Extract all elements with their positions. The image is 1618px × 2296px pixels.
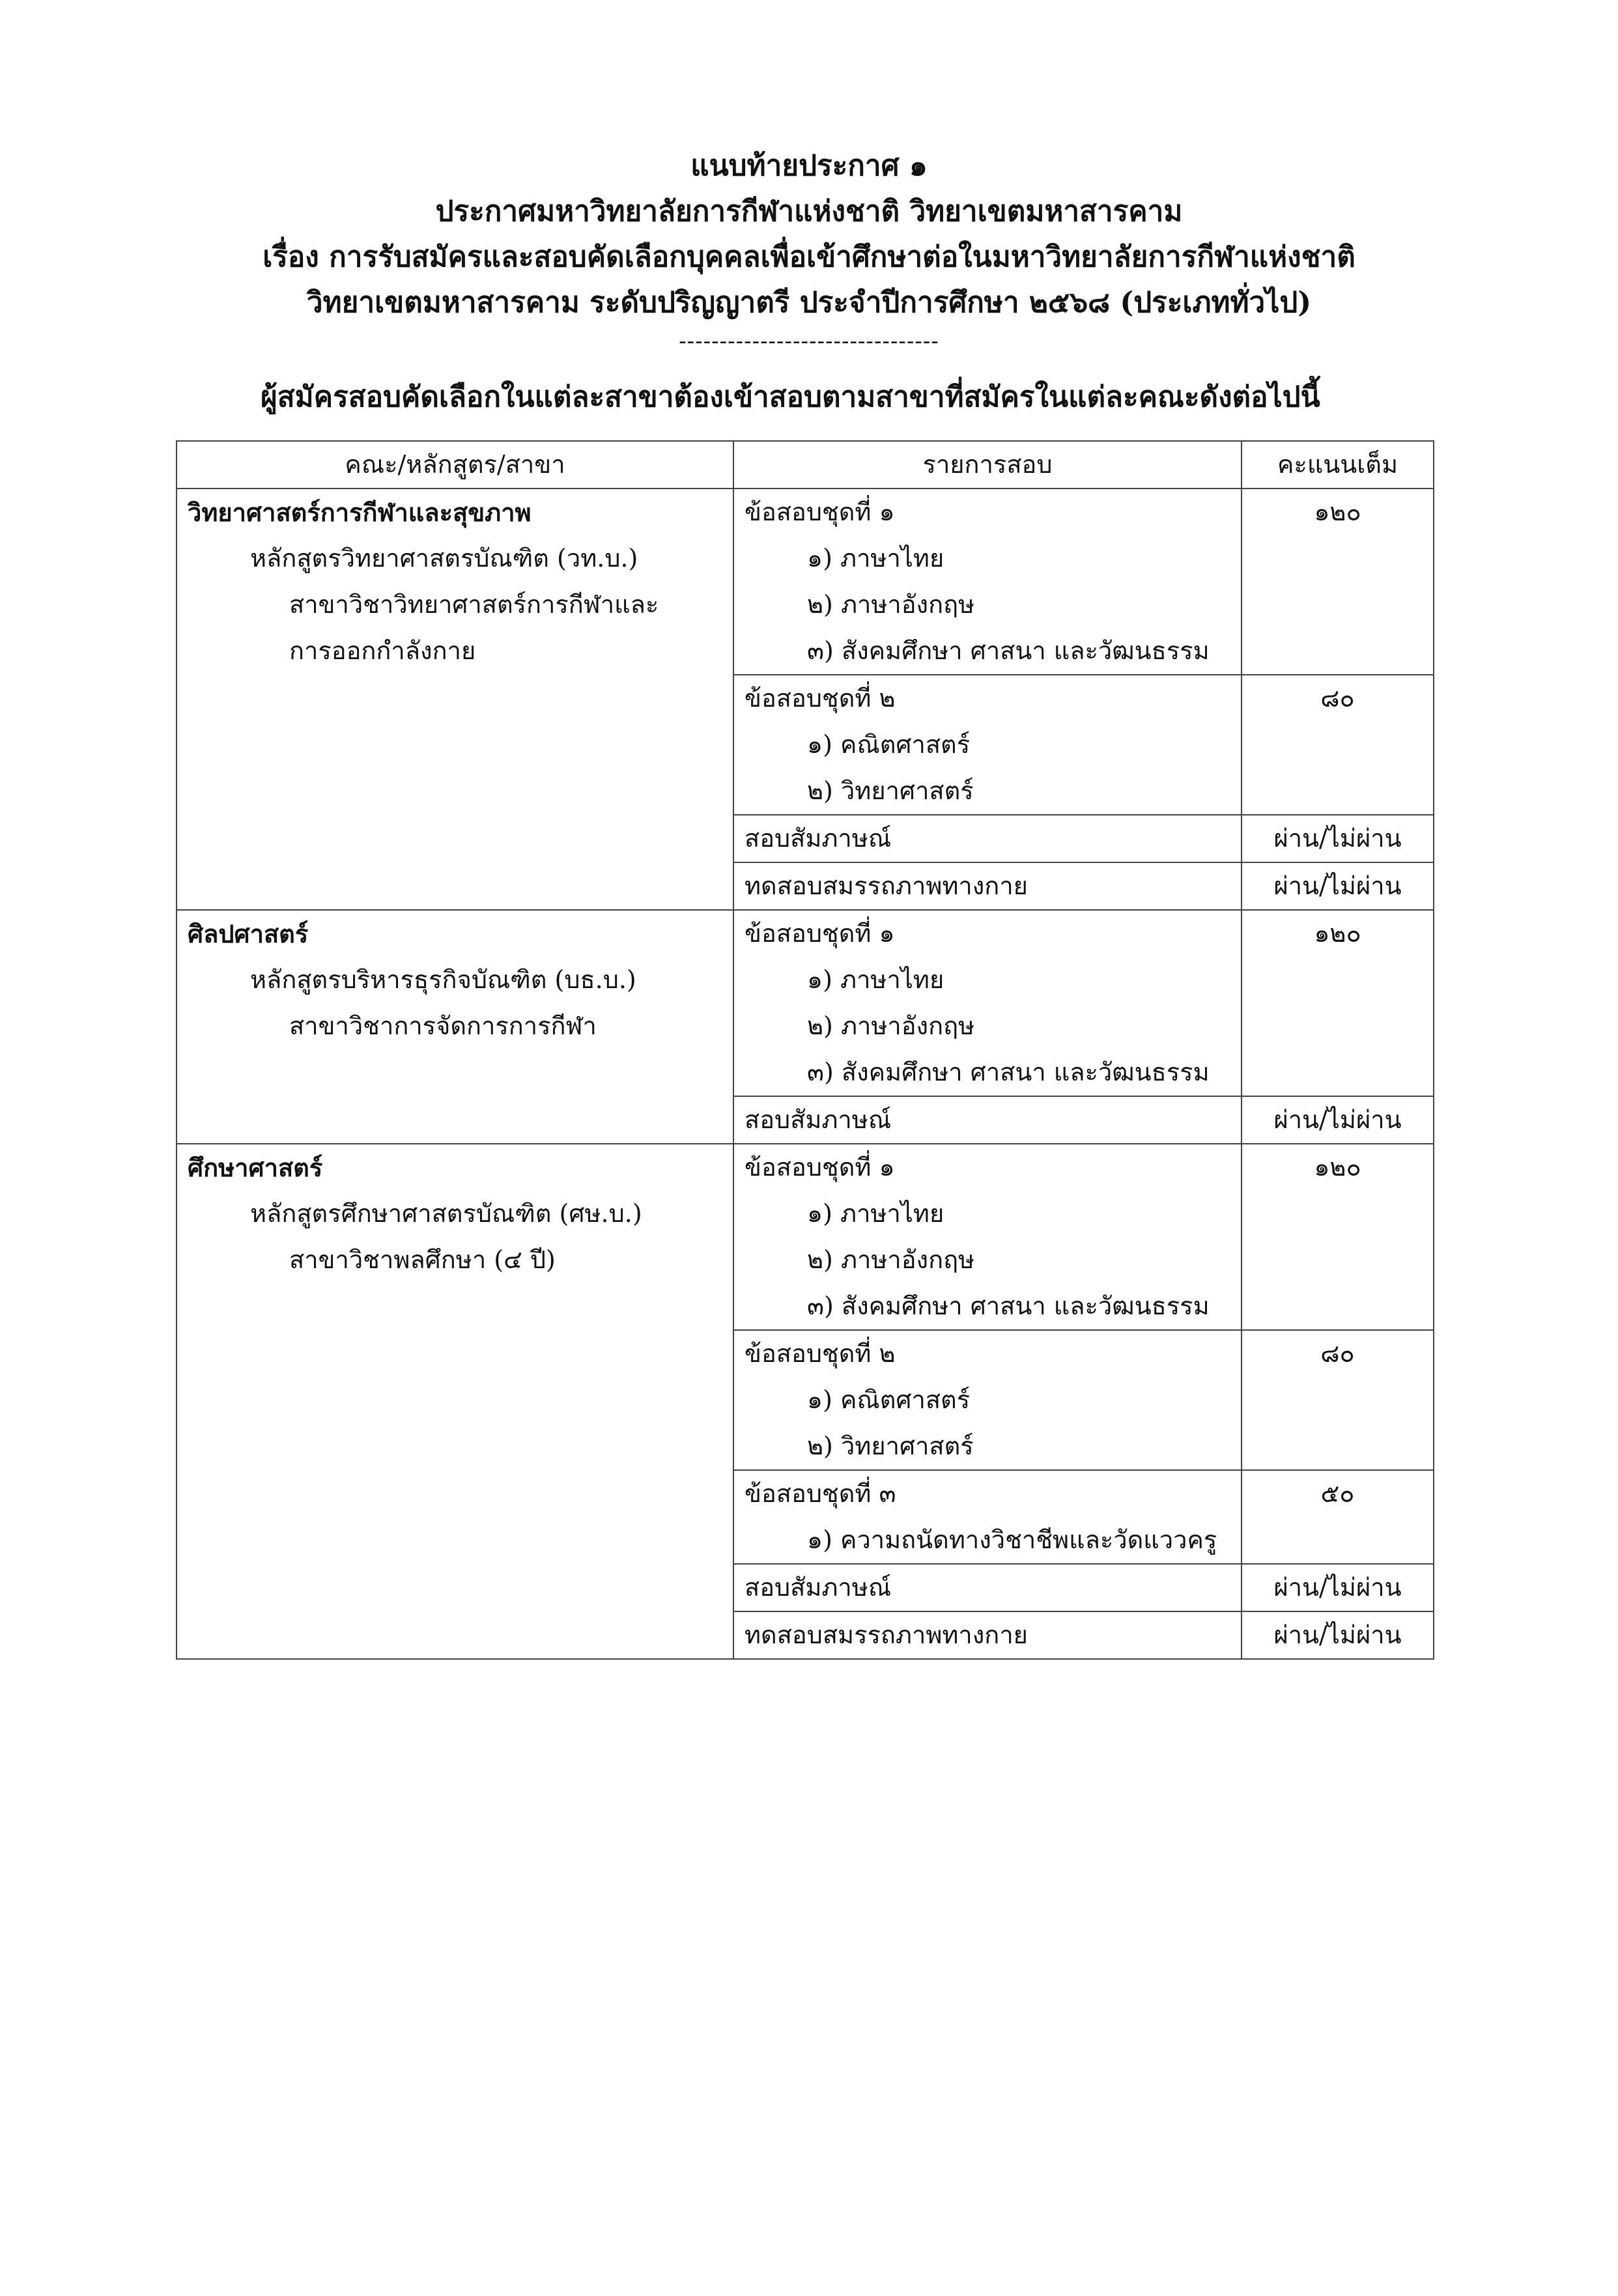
exam-item-title: ทดสอบสมรรถภาพทางกาย xyxy=(745,872,1028,900)
header-full-score: คะแนนเต็ม xyxy=(1242,441,1434,489)
exam-item-title: ข้อสอบชุดที่ ๒ xyxy=(745,684,896,713)
exam-subject: ๒) ภาษาอังกฤษ xyxy=(807,590,975,619)
table-row xyxy=(177,489,1434,675)
faculty-cell xyxy=(177,910,733,1144)
exam-item-cell xyxy=(733,1144,1242,1330)
header-faculty: คณะ/หลักสูตร/สาขา xyxy=(177,441,733,489)
full-score-cell: ๑๒๐ xyxy=(1242,1144,1434,1330)
exam-item-title: สอบสัมภาษณ์ xyxy=(745,824,892,853)
exam-subject: ๓) สังคมศึกษา ศาสนา และวัฒนธรรม xyxy=(807,1292,1210,1320)
program-name: หลักสูตรวิทยาศาสตรบัณฑิต (วท.บ.) xyxy=(250,544,638,573)
exam-subject: ๒) ภาษาอังกฤษ xyxy=(807,1245,975,1274)
major-name: การออกกำลังกาย xyxy=(289,636,476,665)
exam-subject: ๓) สังคมศึกษา ศาสนา และวัฒนธรรม xyxy=(807,636,1210,665)
exam-item-cell xyxy=(733,1564,1242,1611)
program-name: หลักสูตรศึกษาศาสตรบัณฑิต (ศษ.บ.) xyxy=(250,1199,642,1228)
major-name: สาขาวิชาการจัดการการกีฬา xyxy=(289,1012,597,1040)
exam-item-title: ข้อสอบชุดที่ ๑ xyxy=(745,919,895,948)
exam-subject: ๑) ภาษาไทย xyxy=(807,965,944,994)
major-name: สาขาวิชาพลศึกษา (๔ ปี) xyxy=(289,1245,556,1274)
exam-subject: ๓) สังคมศึกษา ศาสนา และวัฒนธรรม xyxy=(807,1058,1210,1086)
exam-item-title: ข้อสอบชุดที่ ๓ xyxy=(745,1479,896,1508)
faculty-cell xyxy=(177,1144,733,1659)
header-exam-items: รายการสอบ xyxy=(733,441,1242,489)
exam-subject: ๒) ภาษาอังกฤษ xyxy=(807,1012,975,1040)
full-score-cell: ๑๒๐ xyxy=(1242,910,1434,1096)
exam-subject: ๑) ภาษาไทย xyxy=(807,1199,944,1228)
exam-subject: ๑) คณิตศาสตร์ xyxy=(807,730,971,759)
full-score-cell: ผ่าน/ไม่ผ่าน xyxy=(1242,1096,1434,1144)
exam-item-cell xyxy=(733,1330,1242,1470)
exam-item-cell xyxy=(733,675,1242,815)
exam-item-cell xyxy=(733,1611,1242,1659)
full-score-cell: ผ่าน/ไม่ผ่าน xyxy=(1242,1611,1434,1659)
exam-item-title: สอบสัมภาษณ์ xyxy=(745,1105,892,1134)
exam-subject: ๒) วิทยาศาสตร์ xyxy=(807,1432,974,1460)
exam-item-title: สอบสัมภาษณ์ xyxy=(745,1573,892,1602)
header-divider: -------------------------------- xyxy=(679,328,939,354)
exam-item-cell xyxy=(733,910,1242,1096)
exam-item-title: ข้อสอบชุดที่ ๑ xyxy=(745,498,895,526)
exam-item-cell xyxy=(733,1470,1242,1564)
header-line-4: วิทยาเขตมหาสารคาม ระดับปริญญาตรี ประจำปีการศึกษา ๒๕๖๘ (ประเภททั่วไป) xyxy=(306,286,1312,319)
document-header xyxy=(0,143,1618,354)
table-header-row xyxy=(177,441,1434,489)
exam-item-cell xyxy=(733,1096,1242,1144)
full-score-cell: ๘๐ xyxy=(1242,1330,1434,1470)
exam-subject: ๑) คณิตศาสตร์ xyxy=(807,1385,971,1414)
full-score-cell: ผ่าน/ไม่ผ่าน xyxy=(1242,862,1434,910)
exam-subject: ๒) วิทยาศาสตร์ xyxy=(807,776,974,805)
faculty-name: ศึกษาศาสตร์ xyxy=(188,1153,323,1182)
program-name: หลักสูตรบริหารธุรกิจบัณฑิต (บธ.บ.) xyxy=(250,965,636,994)
full-score-cell: ๕๐ xyxy=(1242,1470,1434,1564)
exam-item-cell xyxy=(733,862,1242,910)
table-row xyxy=(177,1144,1434,1330)
exam-table xyxy=(176,440,1434,1660)
exam-item-title: ทดสอบสมรรถภาพทางกาย xyxy=(745,1621,1028,1649)
table-row xyxy=(177,910,1434,1096)
major-name: สาขาวิชาวิทยาศาสตร์การกีฬาและ xyxy=(289,590,659,619)
exam-subject: ๑) ความถนัดทางวิชาชีพและวัดแววครู xyxy=(807,1525,1217,1554)
exam-subject: ๑) ภาษาไทย xyxy=(807,544,944,573)
header-line-1: แนบท้ายประกาศ ๑ xyxy=(690,149,928,182)
faculty-name: ศิลปศาสตร์ xyxy=(188,919,309,948)
full-score-cell: ๑๒๐ xyxy=(1242,489,1434,675)
table-intro: ผู้สมัครสอบคัดเลือกในแต่ละสาขาต้องเข้าสอบตามสาขาที่สมัครในแต่ละคณะดังต่อไปนี้ xyxy=(261,380,1320,414)
exam-item-title: ข้อสอบชุดที่ ๒ xyxy=(745,1339,896,1368)
exam-item-cell xyxy=(733,815,1242,862)
header-line-3: เรื่อง การรับสมัครและสอบคัดเลือกบุคคลเพื่อเข้าศึกษาต่อในมหาวิทยาลัยการกีฬาแห่งชาติ xyxy=(263,240,1355,274)
exam-item-title: ข้อสอบชุดที่ ๑ xyxy=(745,1153,895,1182)
full-score-cell: ผ่าน/ไม่ผ่าน xyxy=(1242,815,1434,862)
full-score-cell: ๘๐ xyxy=(1242,675,1434,815)
exam-item-cell xyxy=(733,489,1242,675)
full-score-cell: ผ่าน/ไม่ผ่าน xyxy=(1242,1564,1434,1611)
header-line-2: ประกาศมหาวิทยาลัยการกีฬาแห่งชาติ วิทยาเขตมหาสารคาม xyxy=(435,195,1183,228)
faculty-name: วิทยาศาสตร์การกีฬาและสุขภาพ xyxy=(188,498,532,527)
faculty-cell xyxy=(177,489,733,910)
